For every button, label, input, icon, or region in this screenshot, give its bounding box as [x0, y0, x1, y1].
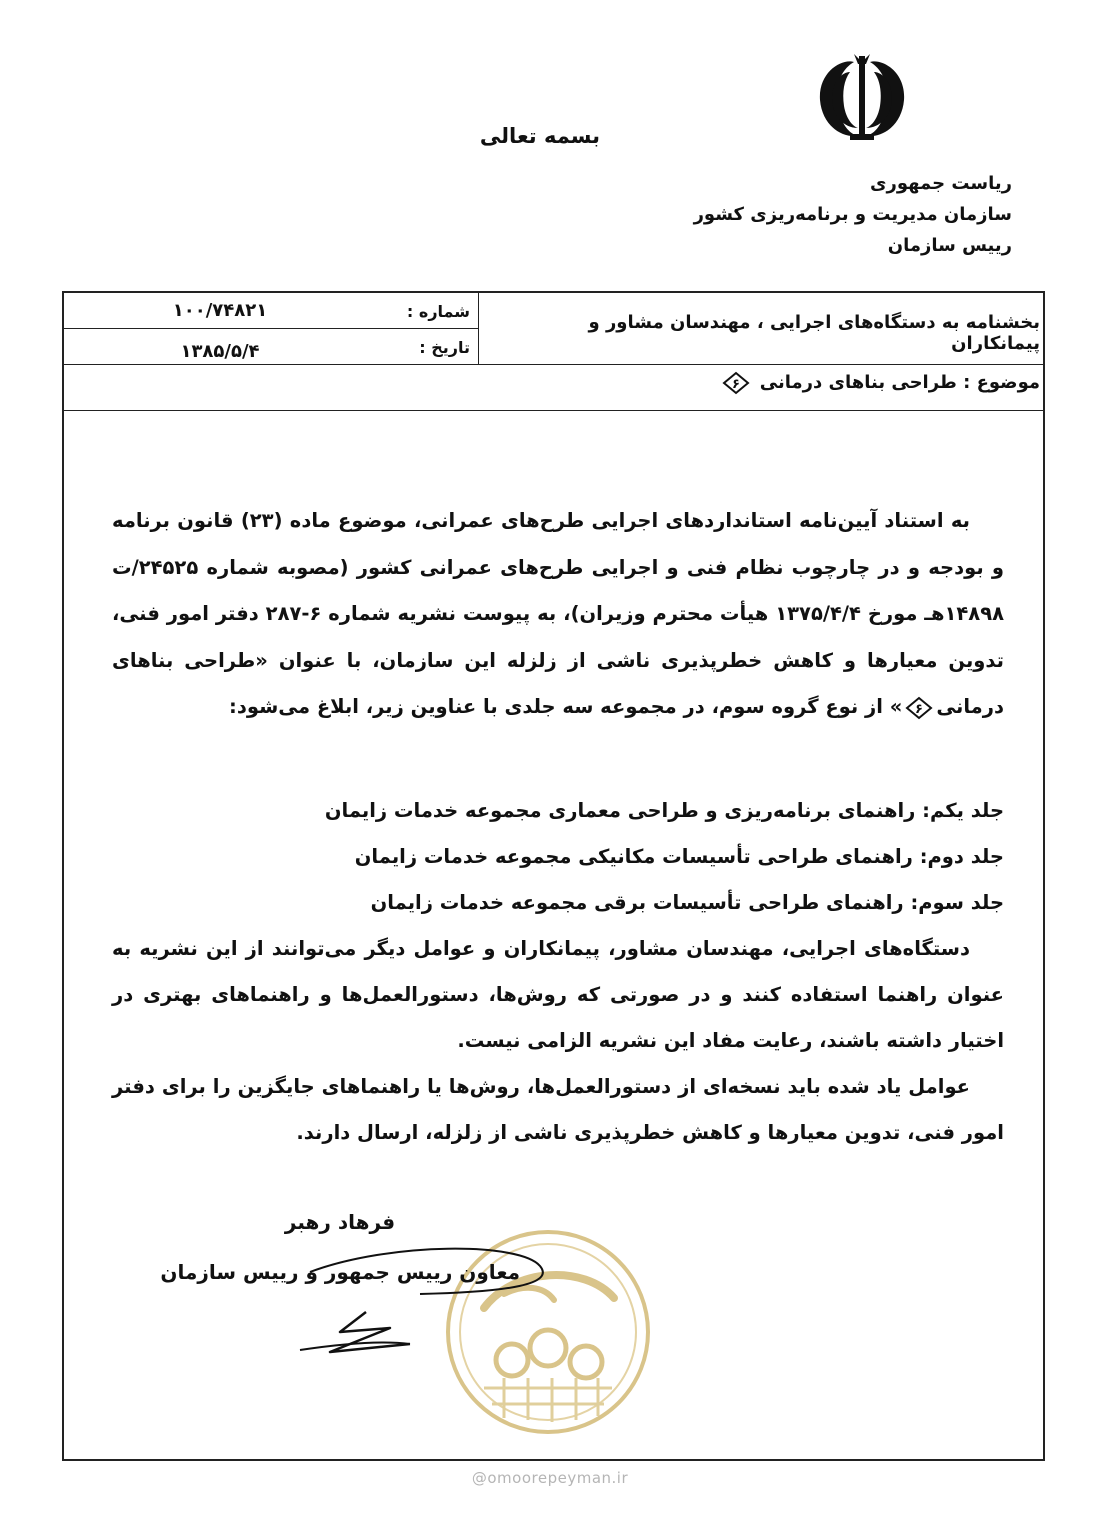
letter-body	[112, 498, 1004, 731]
divider	[64, 364, 1045, 365]
subject-text: موضوع : طراحی بناهای درمانی	[759, 372, 1040, 393]
addressee-line: بخشنامه به دستگاه‌های اجرایی ، مهندسان مشاور و پیمانکاران	[588, 312, 1040, 354]
divider	[478, 293, 479, 365]
number-label: شماره :	[406, 302, 470, 321]
volume-six-badge-icon	[721, 371, 751, 395]
number-value: ۱۰۰/۷۴۸۲۱	[172, 300, 268, 321]
paragraph-1-part-b: » از نوع گروه سوم، در مجموعه سه جلدی با عناوین زیر، ابلاغ می‌شود:	[229, 695, 903, 718]
org-line-organization: سازمان مدیریت و برنامه‌ریزی کشور	[693, 204, 1012, 225]
paragraph-1	[112, 498, 1004, 731]
signer-name: فرهاد رهبر	[284, 1210, 396, 1234]
subject-line	[719, 371, 1040, 395]
publication-title: طراحی بناهای درمانی	[112, 648, 1004, 718]
org-line-head: رییس سازمان	[887, 235, 1012, 256]
volume-six-badge-text: ۶	[732, 377, 741, 392]
paragraph-1-part-a: به استناد آیین‌نامه استانداردهای اجرایی طرح‌های عمرانی، موضوع ماده (۲۳) قانون برنامه و بودجه و در چارچوب نظام فنی و اجرایی طرح‌های عمرانی کشور (مصوبه شماره ۲۴۵۲۵/ت ۱۴۸۹۸هـ مورخ ۱۳۷۵/۴/۴ هیأت محترم وزیران)، به پیوست نشریه شماره ۶-۲۸۷ دفتر امور فنی، تدوین معیارها و کاهش خطرپذیری ناشی از زلزله این سازمان، با عنوان «	[112, 509, 1005, 672]
bismillah-heading: بسمه تعالی	[479, 124, 601, 148]
signer-title: معاون رییس جمهور و رییس سازمان	[160, 1260, 520, 1284]
volume-3-item: جلد سوم: راهنمای طراحی تأسیسات برقی مجموعه خدمات زایمان	[370, 891, 1004, 914]
date-value: ۱۳۸۵/۵/۴	[180, 341, 260, 362]
paragraph-3: عوامل یاد شده باید نسخه‌ای از دستورالعمل‌ها، روش‌ها یا راهنماهای جایگزین را برای دفتر امور فنی، تدوین معیارها و کاهش خطرپذیری ناشی از زلزله، ارسال دارند.	[112, 1075, 1004, 1144]
iran-emblem-icon	[810, 52, 914, 144]
organization-header	[694, 168, 1012, 261]
divider	[64, 410, 1045, 411]
volume-six-badge-text: ۶	[915, 701, 924, 717]
website-watermark: @omoorepeyman.ir	[471, 1469, 629, 1487]
divider	[64, 328, 479, 329]
org-line-presidency: ریاست جمهوری	[870, 173, 1012, 194]
paragraph-2: دستگاه‌های اجرایی، مهندسان مشاور، پیمانکاران و عوامل دیگر می‌توانند از این نشریه به عنوان راهنما استفاده کنند و در صورتی که روش‌ها، دستورالعمل‌ها و راهنماهای بهتری در اختیار داشته باشند، رعایت مفاد این نشریه الزامی نیست.	[112, 937, 1004, 1052]
volume-six-badge-icon	[904, 696, 934, 720]
date-label: تاریخ :	[419, 338, 470, 357]
volume-1-item: جلد یکم: راهنمای برنامه‌ریزی و طراحی معماری مجموعه خدمات زایمان	[324, 799, 1004, 822]
handwritten-signature-icon	[270, 1232, 570, 1372]
volume-list	[112, 788, 1004, 1156]
volume-2-item: جلد دوم: راهنمای طراحی تأسیسات مکانیکی مجموعه خدمات زایمان	[354, 845, 1004, 868]
